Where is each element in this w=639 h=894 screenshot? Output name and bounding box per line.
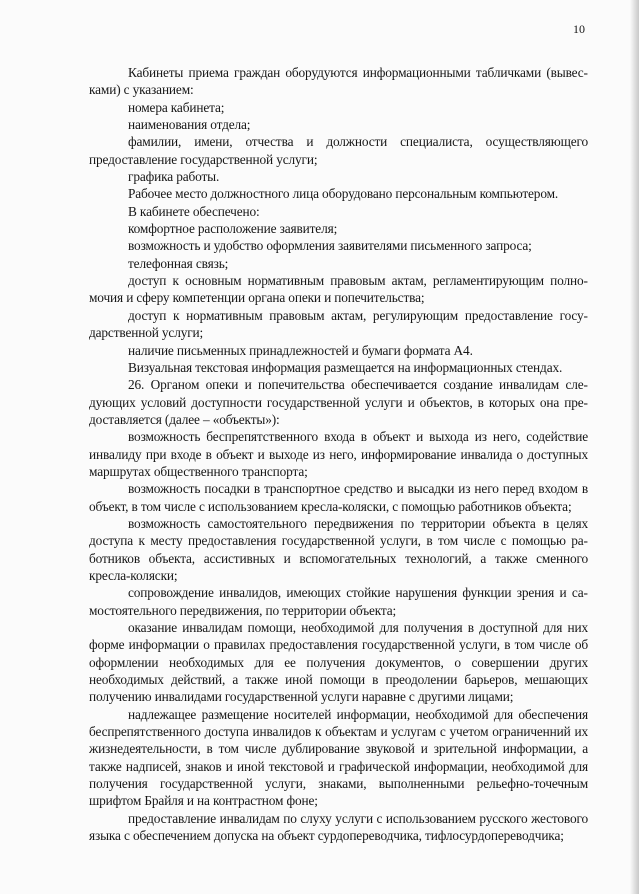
paragraph: возможность и удобство оформления заявителями письменного запроса;	[128, 238, 532, 254]
paragraph: доступ к основным нормативным правовым актам, регламентирующим полномочия и сферу компетенции органа опеки и попечительства;	[89, 273, 588, 306]
paragraph: доступ к нормативным правовым актам, регулирующим предоставление государственной услуги;	[89, 307, 588, 341]
paragraph: оказание инвалидам помощи, необходимой для получения в доступной для них форме информации о правилах предоставления государственной услуги, в том числе об оформлении необходимых для ее получения документов, о совершении других необходимых действий, а также иной помощи в преодолении барьеров, мешающих получению инвалидами государственной услуги наравне с другими лицами;	[89, 620, 588, 705]
scan-edge-shadow	[630, 0, 639, 894]
paragraph: наличие письменных принадлежностей и бумаги формата А4.	[128, 342, 473, 358]
paragraph: возможность беспрепятственного входа в объект и выхода из него, содействие инвалиду при входе в объект и выходе из него, информирование инвалида о доступных маршрутах общественного транспорта;	[89, 429, 588, 479]
paragraph: возможность посадки в транспортное средство и высадки из него перед входом в объект, в том числе с использованием кресла-коляски, с помощью работников объекта;	[89, 481, 588, 514]
paragraph: фамилии, имени, отчества и должности специалиста, осуществляющего предоставление государственной услуги;	[89, 134, 588, 167]
paragraph: телефонная связь;	[128, 255, 229, 271]
paragraph: наименования отдела;	[128, 117, 251, 133]
paragraph: В кабинете обеспечено:	[128, 203, 260, 219]
paragraph: Кабинеты приема граждан оборудуются информационными табличками (вывесками) с указанием:	[89, 65, 588, 98]
document-body	[89, 64, 588, 844]
page-number: 10	[573, 22, 585, 36]
paragraph: предоставление инвалидам по слуху услуги с использованием русского жестового языка с обеспечением допуска на объект сурдопереводчика, тифлосурдопереводчика;	[89, 810, 588, 844]
paragraph: Визуальная текстовая информация размещается на информационных стендах.	[128, 359, 563, 375]
paragraph: возможность самостоятельного передвижения по территории объекта в целях доступа к месту предоставления государственной услуги, в том числе с помощью работников объекта, ассистивных и вспомогательных технологий, а также сменного кресла-коляски;	[89, 515, 588, 583]
paragraph: надлежащее размещение носителей информации, необходимой для обеспечения беспрепятственного доступа инвалидов к объектам и услугам с учетом ограниченний их жизнедеятельности, в том числе дублирование звуковой и зрительной информации, а также надписей, знаков и иной текстовой и графической информации, необходимой для получения государственной услуги, знаками, выполненными рельефно-точечным шрифтом Брайля и на контрастном фоне;	[89, 706, 588, 809]
paragraph: комфортное расположение заявителя;	[128, 221, 338, 237]
paragraph: Рабочее место должностного лица оборудовано персональным компьютером.	[128, 186, 559, 202]
paragraph: графика работы.	[128, 169, 220, 185]
paragraph: 26. Органом опеки и попечительства обеспечивается создание инвалидам следующих условий доступности государственной услуги и объектов, в которых она предоставляется (далее – «объекты»):	[89, 377, 588, 427]
paragraph: номера кабинета;	[128, 99, 225, 115]
paragraph: сопровождение инвалидов, имеющих стойкие нарушения функции зрения и самостоятельного передвижения, по территории объекта;	[89, 585, 588, 618]
